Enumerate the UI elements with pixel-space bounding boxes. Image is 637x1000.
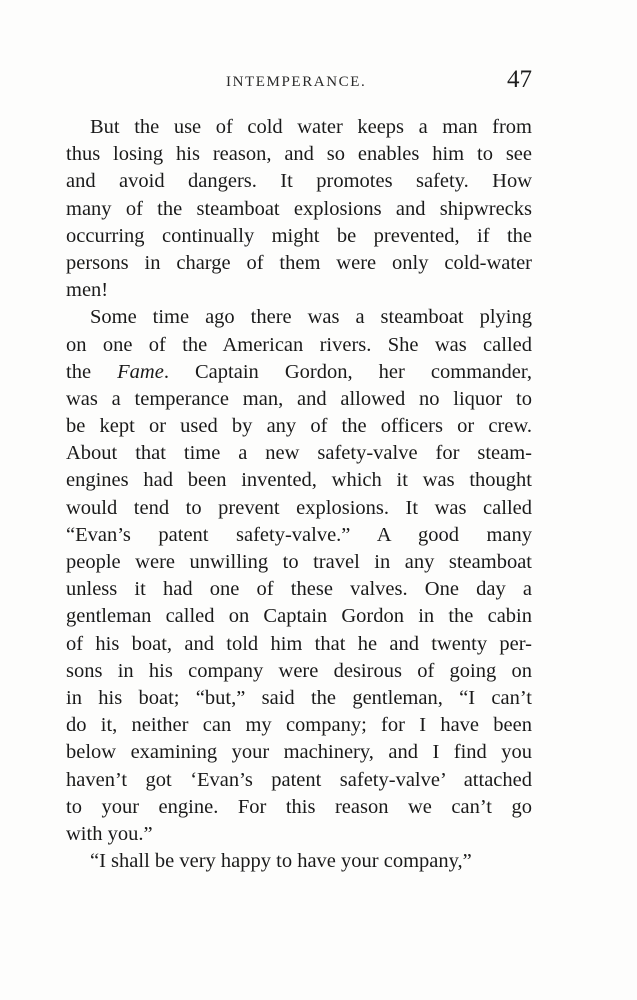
- text-line: was a temperance man, and allowed no liquor to: [66, 387, 532, 410]
- text-line: About that time a new safety-valve for steam-: [66, 442, 532, 465]
- body-text: [66, 114, 532, 875]
- text-line: “Evan’s patent safety-valve.” A good many: [66, 523, 532, 546]
- text-line: unless it had one of these valves. One day a: [66, 578, 532, 601]
- ship-name: Fame: [117, 360, 164, 383]
- text-line: of his boat, and told him that he and twenty per-: [66, 632, 532, 655]
- text-line: engines had been invented, which it was thought: [66, 469, 532, 492]
- text-line: to your engine. For this reason we can’t go: [66, 795, 532, 818]
- text-line: “I shall be very happy to have your company,”: [90, 850, 472, 873]
- text-line: But the use of cold water keeps a man from: [90, 116, 532, 138]
- text-line: people were unwilling to travel in any steamboat: [66, 551, 532, 573]
- text-line: below examining your machinery, and I find you: [66, 741, 532, 764]
- text-line: with you.”: [66, 822, 153, 845]
- text-line: thus losing his reason, and so enables him to see: [66, 143, 532, 166]
- text-line: occurring continually might be prevented, if the: [66, 224, 532, 247]
- text-line: the Fame. Captain Gordon, her commander,: [66, 360, 532, 383]
- text-line: men!: [66, 279, 109, 302]
- text-line: sons in his company were desirous of going on: [66, 659, 532, 682]
- text-line: Some time ago there was a steamboat plying: [90, 306, 532, 329]
- text-line: and avoid dangers. It promotes safety. How: [66, 170, 532, 193]
- text-line: in his boat; “but,” said the gentleman, “I can’t: [66, 686, 532, 709]
- text-line: on one of the American rivers. She was called: [66, 333, 532, 356]
- text-line: gentleman called on Captain Gordon in the cabin: [66, 605, 532, 628]
- text-line: haven’t got ‘Evan’s patent safety-valve’ attached: [66, 768, 532, 791]
- page-header: [66, 64, 532, 100]
- text-line: many of the steamboat explosions and shipwrecks: [66, 197, 532, 220]
- text-line: persons in charge of them were only cold-water: [66, 251, 532, 274]
- running-title: INTEMPERANCE.: [226, 74, 367, 90]
- text-line: do it, neither can my company; for I have been: [66, 714, 532, 737]
- text-line: would tend to prevent explosions. It was called: [66, 496, 532, 519]
- text-line: be kept or used by any of the officers or crew.: [66, 415, 532, 438]
- page-number: 47: [507, 66, 532, 93]
